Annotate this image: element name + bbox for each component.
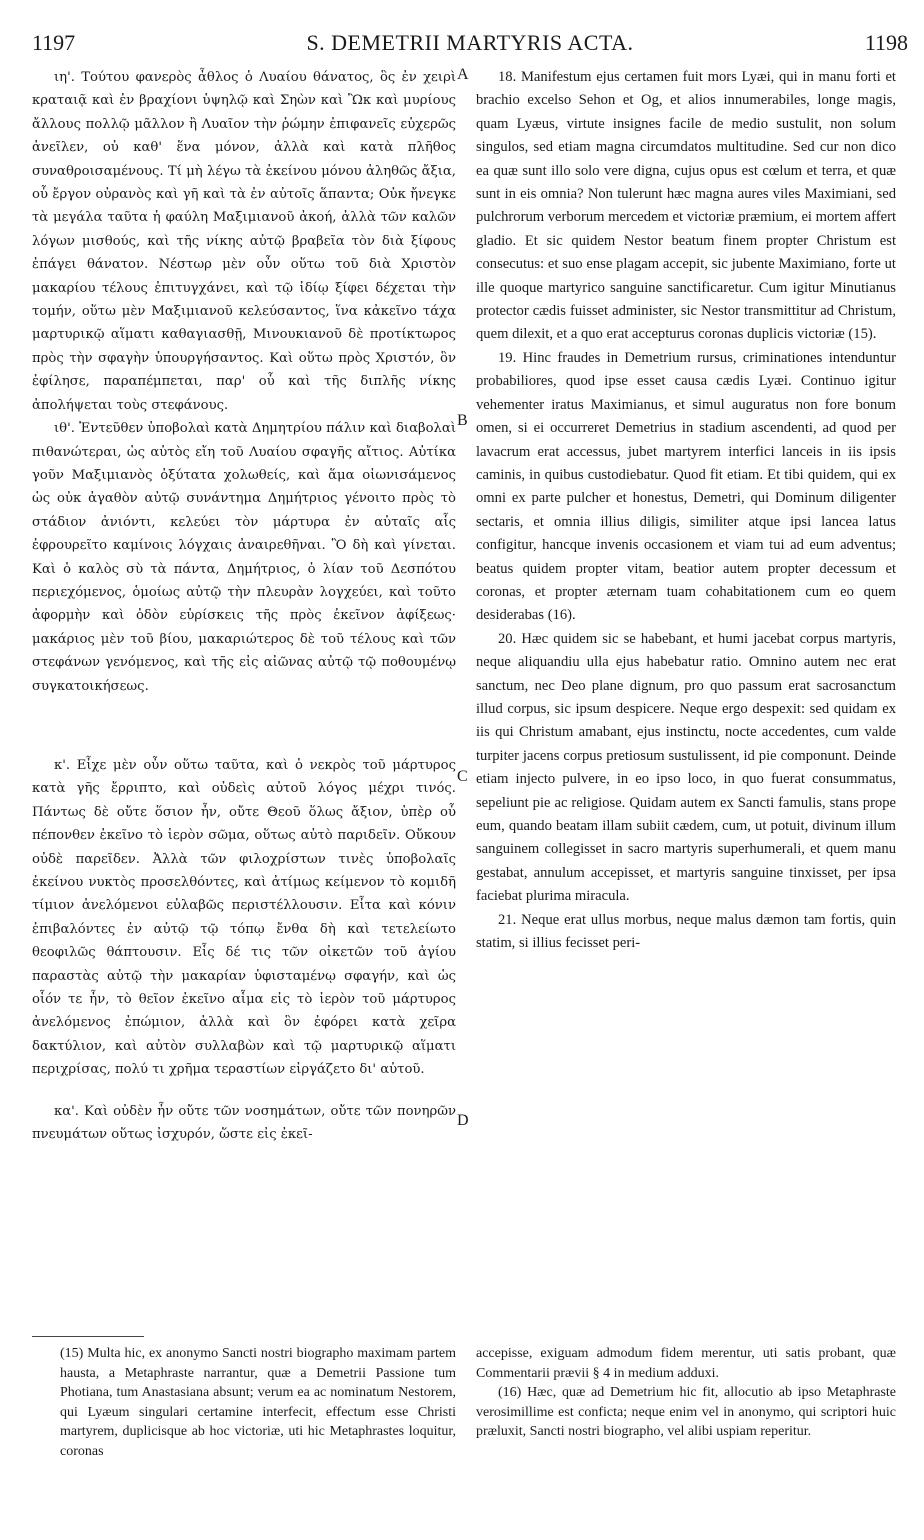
latin-column (476, 66, 896, 955)
page-number-left: 1197 (32, 30, 76, 55)
latin-paragraph-21: 21. Neque erat ullus morbus, neque malus dæmon tam fortis, quin statim, si illius fecisset peri- (476, 911, 896, 952)
footnote-divider (32, 1336, 144, 1337)
page-number-right: 1198 (864, 30, 908, 55)
greek-paragraph-21: κα'. Καὶ οὐδὲν ἦν οὔτε τῶν νοσημάτων, οὔτε τῶν πονηρῶν πνευμάτων οὕτως ἰσχυρόν, ὥστε εἰς ἐκεῖ- (32, 1103, 456, 1143)
footnotes-left (60, 1344, 456, 1462)
margin-letter-c: C (457, 768, 468, 785)
page-header (32, 30, 908, 62)
greek-paragraph-19: ιθ'. Ἐντεῦθεν ὑποβολαὶ κατὰ Δημητρίου πάλιν καὶ διαβολαὶ πιθανώτεραι, ὡς αὐτὸς εἴη τοῦ Λυαίου σφαγῆς αἴτιος. Αὐτίκα γοῦν Μαξιμιανὸς ὀξύτατα χολωθείς, καὶ ἅμα οἰωνισάμενος ὡς οὐκ ἀγαθὸν αὐτῷ συνάντημα Δημήτριος γένοιτο πρὸς τὸ στάδιον ἀνιόντι, κελεύει τὸν μάρτυρα ἐν αὐταῖς αἷς ἐφρουρεῖτο καμίνοις λόγχαις ἀναιρεθῆναι. Ὃ δὴ καὶ γίνεται. Καὶ ὁ καλὸς σὺ τὰ πάντα, Δημήτριος, ὁ λίαν τοῦ Δεσπότου περιεχόμενος, ὁμοίως αὐτῷ τὴν πλευρὰν λογχεύει, καὶ τοῦτο ἀφορμὴν καὶ ὁδὸν εὑρίσκεις τῆς πρὸς ἐκεῖνον ἀφίξεως· μακάριος μὲν τοῦ βίου, μακαριώτερος δὲ τοῦ τέλους καὶ τῶν στεφάνων γενόμενος, καὶ τῆς εἰς αἰῶνας αὐτῷ τῷ ποθουμένῳ συγκατοικήσεως. (32, 421, 456, 694)
margin-letter-d: D (457, 1112, 469, 1129)
footnotes-right (476, 1344, 896, 1442)
margin-letter-a: A (457, 66, 469, 83)
footnote-16: (16) Hæc, quæ ad Demetrium hic fit, allocutio ab ipso Metaphraste verosimillime est conficta; neque enim vel in anonymo, qui scriptori huic præluxit, Sancti nostri biographo, vel alibi uspiam reperitur. (476, 1385, 896, 1440)
running-title: S. DEMETRII MARTYRIS ACTA. (306, 30, 634, 55)
footnote-15: (15) Multa hic, ex anonymo Sancti nostri biographo maximam partem hausta, a Metaphraste narrantur, quæ a Demetrii Passione tum Photiana, tum Anastasiana absunt; verum ea ac nominatum Nestorem, qui Lyæum singulari certamine interfecit, effectum esse Christi martyrem, duplicisque ab hoc victoriæ, uti hic Metaphrastes loquitur, coronas (60, 1346, 456, 1459)
latin-paragraph-20: 20. Hæc quidem sic se habebant, et humi jacebat corpus martyris, neque aliquandiu ulla ejus habebatur ratio. Omnino autem nec erat sanctum, nec Deo plane dignum, pro quo passum erat sacrosanctum illud corpus, sic ipsum despicere. Neque ergo despexit: sed quidam ex iis qui Christum amabant, ejus instinctu, nocte accedentes, cum valde turpiter jacens corpus pretiosum sustulissent, id pie componunt. Deinde etiam injecto pulvere, in eo ipso loco, in quo fuerat consummatus, sepeliunt pie ac religiose. Quidam autem ex Sancti famulis, stans prope eum, quando beatam illam subiit cædem, cum, ut potuit, divinum illum sanguinem collegisset in sacro martyris superhumerali, et quem manu gestabat, annulum accepisset, et martyris sanguine tinxisset, per ipsa faciebat plurima miracula. (476, 630, 896, 905)
latin-paragraph-19: 19. Hinc fraudes in Demetrium rursus, criminationes intenduntur probabiliores, quod ipse esset causa cædis Lyæi. Continuo igitur vehementer iratus Maximianus, et simul auguratus non fore bonum omen, si ei occurreret Demetrius in stadium ascendenti, ad quod per lavacrum erat accessus, jubet martyrem interfici lanceis in iis ipsis caminis, in quibus custodiebatur. Quod fit etiam. Et tibi quidem, qui ex omni ex parte pulcher et honestus, Demetri, qui Dominum diligenter sectaris, et omnia illius diligis, similiter atque ipsi lancea latus configitur, hancque invenis occasionem et viam tui ad eum adventus; beatus quidem propter vitam, beatior autem propter decessum et coronas, et propter æternam tuam cohabitationem cum eo quem desiderabas (16). (476, 349, 896, 624)
greek-column (32, 66, 456, 1146)
latin-paragraph-18: 18. Manifestum ejus certamen fuit mors Lyæi, qui in manu forti et brachio excelso Sehon et Og, et alios innumerabiles, longe magis, quam Lyæus, virtute insignes facile de medio sustulit, non solum singulos, sed etiam magna circumdatos multitudine. Sed cur non dico ea quæ sunt illo solo vere digna, cujus opus est cœlum et terra, et quæ sunt in eis omnia? Non tulerunt hæc magna aures viles Maximiani, sed pulchrorum verborum mercedem et victoriæ præmium, ei mortem affert gladio. Et sic quidem Nestor beatum finem propter Christum est consecutus: et suo ense plagam accepit, sic jubente Maximiano, forte ut ille quoque martyrico sanguine sanctificaretur. Cum igitur Minutianus protector cædis fuisset administer, sic Nestor transmittitur ad Christum, quem dilexit, et a quo erat accepturus coronas duplicis victoriæ (15). (476, 69, 896, 343)
margin-letter-b: B (457, 412, 468, 429)
footnote-15-continued: accepisse, exiguam admodum fidem merentur, uti satis probant, quæ Commentarii prævii § 4 in medium adduxi. (476, 1346, 896, 1381)
greek-paragraph-20: κ'. Εἶχε μὲν οὖν οὕτω ταῦτα, καὶ ὁ νεκρὸς τοῦ μάρτυρος κατὰ γῆς ἔρριπτο, καὶ οὐδεὶς αὐτοῦ λόγος μέχρι τινός. Πάντως δὲ οὔτε ὅσιον ἦν, οὔτε Θεοῦ ὅλως ἄξιον, ὑπὲρ οὗ πέπονθεν ἐκεῖνο τὸ ἱερὸν σῶμα, οὕτως αὐτὸ παριδεῖν. Οὔκουν οὐδὲ παρεῖδεν. Ἀλλὰ τῶν φιλοχρίστων τινὲς ὑποβολαῖς ἐκείνου νυκτὸς προσελθόντες, καὶ ἀτίμως κείμενον τὸ κομιδῆ τίμιον ἀνελόμενοι εὐλαβῶς περιστέλλουσιν. Εἶτα καὶ κόνιν ἐπιβαλόντες ἐν αὐτῷ τῷ τόπῳ ἔνθα δὴ καὶ τετελείωτο θεοφιλῶς θάπτουσιν. Εἷς δέ τις τῶν οἰκετῶν τοῦ ἁγίου παραστὰς αὐτῷ τὴν μακαρίαν ὑφισταμένῳ σφαγήν, καὶ ὡς οἷόν τε ἦν, τὸ θεῖον ἐκεῖνο αἷμα εἰς τὸ ἱερὸν τοῦ μάρτυρος ἀνελόμενος ἐπώμιον, ἀλλὰ καὶ ὃν ἐφόρει κατὰ χεῖρα δακτύλιον, καὶ αὐτὸν συλλαβὼν καὶ τῷ μαρτυρικῷ αἵματι περιχρίσας, πολύ τι χρῆμα τεραστίων εἰργάζετο δι' αὐτοῦ. (32, 757, 456, 1078)
greek-paragraph-18: ιη'. Τούτου φανερὸς ἆθλος ὁ Λυαίου θάνατος, ὃς ἐν χειρὶ κραταιᾷ καὶ ἐν βραχίονι ὑψηλῷ καὶ Σηὼν καὶ Ὢκ καὶ μυρίους ἄλλους πολλῷ μᾶλλον ἢ Λυαῖον τὴν ῥώμην ἐπιφανεῖς εὐχερῶς ἀνεῖλεν, οὐ καθ' ἕνα μόνον, ἀλλὰ καὶ κατὰ πλῆθος συναθροισαμένους. Τί μὴ λέγω τὰ ἐκείνου μόνου ἀληθῶς ἄξια, οὗ ἔργον οὐρανὸς καὶ γῆ καὶ τὰ ἐν αὐτοῖς ἅπαντα; Οὐκ ἤνεγκε τὰ μεγάλα ταῦτα ἡ φαύλη Μαξιμιανοῦ ἀκοή, ἀλλὰ τῶν καλῶν λόγων μισθούς, καὶ τῆς νίκης αὐτῷ βραβεῖα τὸν διὰ ξίφους ἐπάγει θάνατον. Νέστωρ μὲν οὖν οὕτω τοῦ διὰ Χριστὸν μακαρίου τέλους ἐπιτυγχάνει, καὶ τῷ ἰδίῳ ξίφει δέχεται τὴν τομήν, οὕτω μὲν Μαξιμιανοῦ κελεύσαντος, ἵνα κἀκεῖνο τάχα μαρτυρικῷ αἵματι καθαγιασθῇ, Μινουκιανοῦ δὲ προτίκτωρος πρὸς τὴν σφαγὴν ὑπουργήσαντος. Καὶ οὕτω πρὸς Χριστόν, ὃν ἐφίλησε, παραπέμπεται, παρ' οὗ καὶ τῆς διπλῆς νίκης ἀπολήψεται τοὺς στεφάνους. (32, 70, 456, 413)
